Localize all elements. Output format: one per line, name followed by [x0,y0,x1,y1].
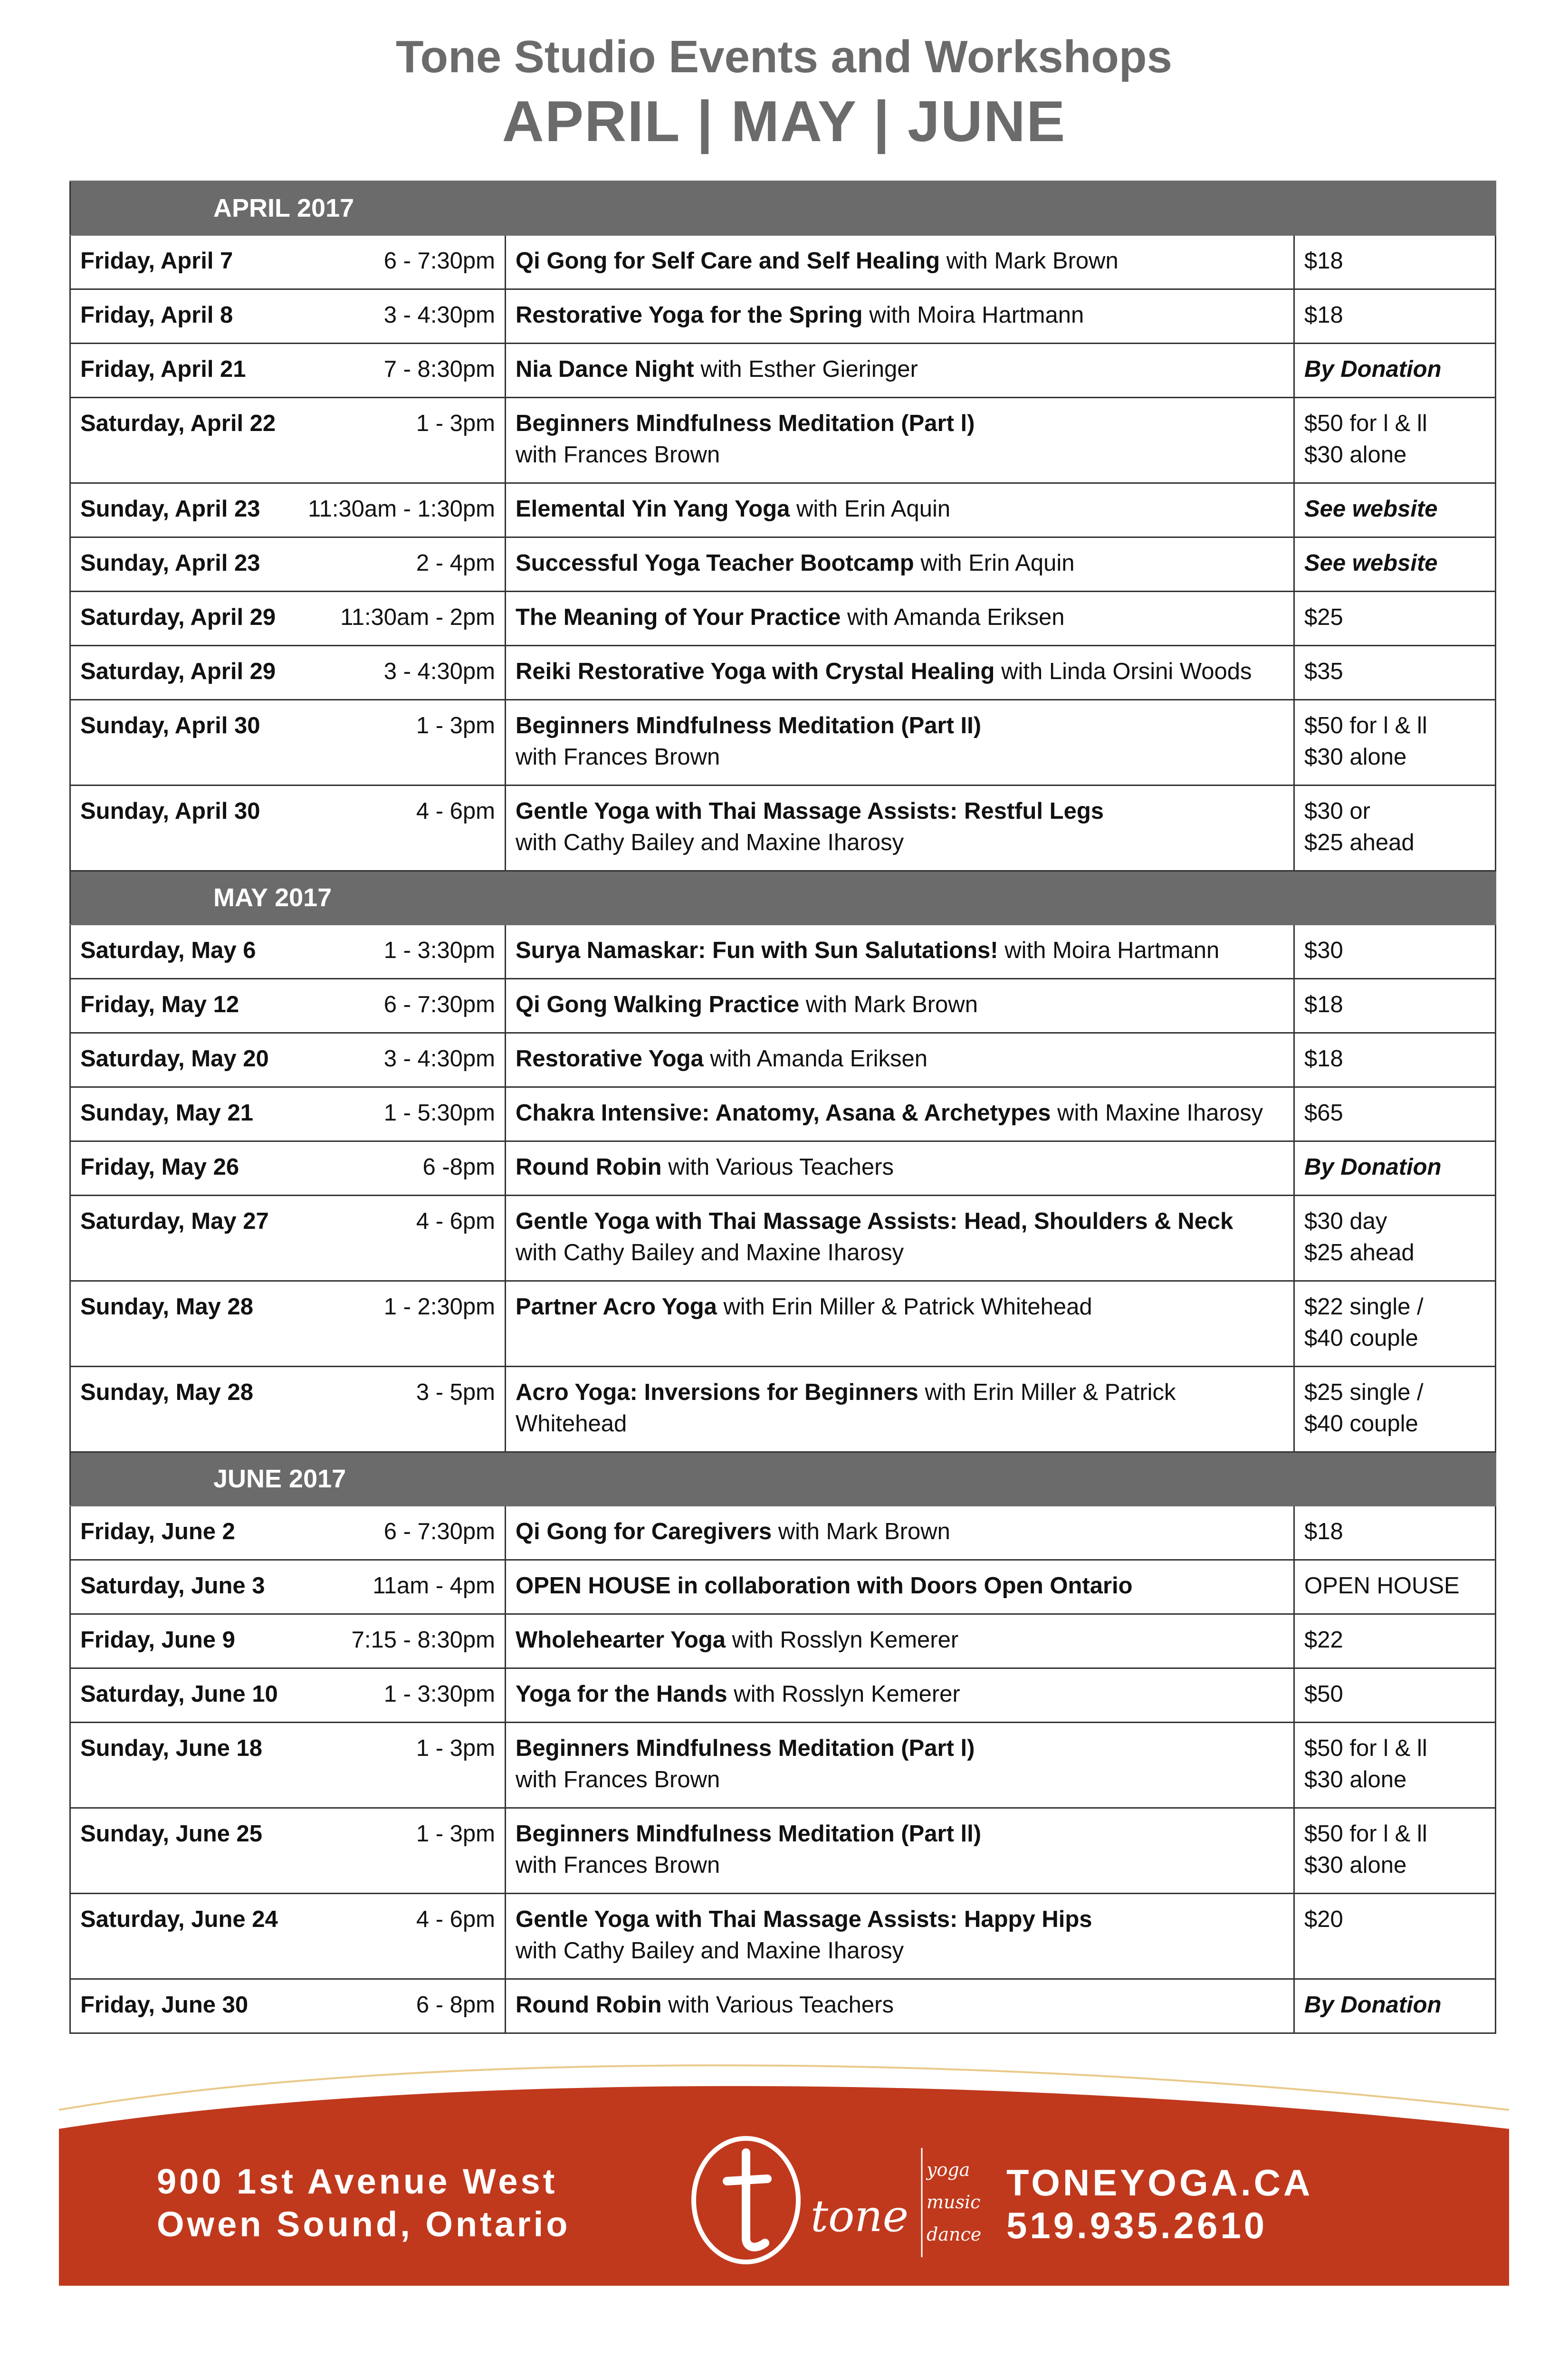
event-description-cell [506,786,1294,871]
event-title: Restorative Yoga for the Spring [516,302,863,328]
event-datetime [80,795,495,827]
event-row [70,344,1496,398]
event-title: Elemental Yin Yang Yoga [516,496,790,522]
event-description-cell [506,483,1294,537]
event-title: Qi Gong Walking Practice [516,992,800,1017]
event-time: 2 - 4pm [416,550,495,576]
event-time: 7 - 8:30pm [383,356,495,382]
month-header-row [70,182,1496,235]
event-row [70,1560,1496,1614]
event-datetime-cell [70,1723,506,1808]
event-datetime [80,1989,495,2021]
event-day: Friday, May 26 [80,1154,239,1180]
event-datetime-cell [70,1367,506,1452]
event-time: 6 - 7:30pm [383,1519,495,1544]
event-day: Saturday, April 29 [80,604,276,630]
address-line-1: 900 1st Avenue West [157,2162,558,2201]
event-price: $30 or $25 ahead [1294,786,1496,871]
event-line-1 [516,1097,1284,1129]
event-row [70,1894,1496,1979]
address-line-2: Owen Sound, Ontario [157,2204,571,2244]
event-title: Gentle Yoga with Thai Massage Assists: Happy Hips [516,1907,1092,1932]
event-line-1 [516,493,1284,525]
event-price: By Donation [1294,1979,1496,2033]
event-day: Friday, April 21 [80,356,246,382]
event-time: 3 - 4:30pm [383,659,495,684]
event-datetime-cell [70,925,506,979]
event-price: $50 for l & ll $30 alone [1294,1723,1496,1808]
event-time: 6 - 7:30pm [383,992,495,1017]
event-time: 3 - 4:30pm [383,302,495,328]
event-row [70,1367,1496,1452]
event-row [70,398,1496,483]
event-row [70,786,1496,871]
event-row [70,289,1496,344]
event-description-cell [506,979,1294,1033]
event-price: $25 [1294,592,1496,646]
event-line-1 [516,299,1284,331]
event-datetime-cell [70,398,506,483]
event-instructor-line: with Frances Brown [516,442,720,468]
event-instructor-line: with Frances Brown [516,744,720,770]
event-row [70,700,1496,786]
event-row [70,646,1496,700]
event-time: 1 - 3pm [416,1821,495,1847]
event-datetime [80,935,495,966]
event-line-1 [516,1516,1284,1547]
event-day: Saturday, June 10 [80,1681,278,1707]
event-time: 4 - 6pm [416,1907,495,1932]
event-datetime [80,354,495,385]
event-price: OPEN HOUSE [1294,1560,1496,1614]
event-row [70,1979,1496,2033]
event-datetime-cell [70,1196,506,1281]
event-datetime-cell [70,235,506,289]
event-time: 4 - 6pm [416,1208,495,1234]
event-instructor-line: with Cathy Bailey and Maxine Iharosy [516,830,904,855]
event-title: Beginners Mindfulness Meditation (Part ll) [516,1821,982,1847]
event-day: Sunday, May 28 [80,1380,254,1405]
event-datetime [80,989,495,1020]
event-row [70,925,1496,979]
event-title: Yoga for the Hands [516,1681,727,1707]
event-instructor: with Moira Hartmann [998,938,1220,963]
event-day: Sunday, April 30 [80,713,260,738]
event-title: Gentle Yoga with Thai Massage Assists: Head, Shoulders & Neck [516,1208,1233,1234]
tagline-yoga: yoga [927,2159,970,2180]
month-label: JUNE 2017 [70,1452,506,1506]
event-row [70,1723,1496,1808]
event-datetime-cell [70,1281,506,1367]
event-price: $50 for l & ll $30 alone [1294,700,1496,786]
event-datetime [80,710,495,741]
event-time: 1 - 3pm [416,713,495,738]
event-line-1 [516,1904,1284,1935]
event-time: 3 - 4:30pm [383,1046,495,1072]
event-datetime [80,1097,495,1129]
event-day: Saturday, April 22 [80,411,276,436]
event-time: 1 - 2:30pm [383,1294,495,1320]
event-instructor: with Moira Hartmann [862,302,1084,328]
event-day: Friday, June 30 [80,1992,249,2018]
event-description-cell [506,289,1294,344]
month-header-blank [506,1452,1294,1506]
event-datetime-cell [70,1808,506,1894]
event-title: Beginners Mindfulness Meditation (Part II) [516,713,982,738]
event-datetime [80,299,495,331]
event-line-1 [516,989,1284,1020]
event-description-cell [506,1141,1294,1196]
event-day: Sunday, April 23 [80,496,260,522]
event-line-1 [516,1291,1284,1322]
event-line-1 [516,602,1284,633]
event-time: 7:15 - 8:30pm [351,1627,495,1653]
event-row [70,1141,1496,1196]
event-description-cell [506,1808,1294,1894]
event-datetime [80,1206,495,1237]
event-price: $30 day $25 ahead [1294,1196,1496,1281]
event-instructor-line: with Cathy Bailey and Maxine Iharosy [516,1240,904,1265]
event-time: 6 - 8pm [416,1992,495,2018]
event-line-1 [516,1377,1284,1439]
event-day: Friday, June 2 [80,1519,235,1544]
month-header-row [70,871,1496,925]
event-time: 1 - 3pm [416,411,495,436]
event-line-1 [516,1989,1284,2021]
month-label: APRIL 2017 [70,182,506,235]
event-datetime-cell [70,289,506,344]
event-row [70,1614,1496,1668]
event-price: $18 [1294,1033,1496,1087]
event-datetime [80,1904,495,1935]
event-day: Sunday, April 23 [80,550,260,576]
event-line-1 [516,245,1284,277]
event-time: 1 - 3pm [416,1735,495,1761]
event-title: Nia Dance Night [516,356,694,382]
event-row [70,1506,1496,1560]
event-row [70,1196,1496,1281]
event-instructor: with Various Teachers [661,1154,894,1180]
event-title: Beginners Mindfulness Meditation (Part l) [516,411,975,436]
event-line-1 [516,1206,1284,1237]
event-price: $22 [1294,1614,1496,1668]
event-datetime [80,1291,495,1322]
event-title: The Meaning of Your Practice [516,604,841,630]
event-title: Reiki Restorative Yoga with Crystal Healing [516,659,995,684]
event-description-cell [506,1979,1294,2033]
event-time: 11am - 4pm [373,1573,495,1599]
event-day: Friday, April 7 [80,248,233,274]
event-price: $25 single / $40 couple [1294,1367,1496,1452]
month-header-blank [1294,1452,1496,1506]
event-instructor: with Linda Orsini Woods [994,659,1252,684]
event-description-cell [506,1668,1294,1723]
page-header [0,29,1568,157]
event-datetime-cell [70,1141,506,1196]
event-price: $18 [1294,979,1496,1033]
event-time: 6 -8pm [422,1154,495,1180]
event-line-1 [516,1733,1284,1764]
event-description-cell [506,1367,1294,1452]
event-row [70,537,1496,592]
event-price: $22 single / $40 couple [1294,1281,1496,1367]
event-time: 1 - 5:30pm [383,1100,495,1126]
event-line-1 [516,795,1284,827]
event-datetime [80,547,495,579]
event-datetime-cell [70,1033,506,1087]
month-header-blank [506,871,1294,925]
event-datetime-cell [70,1668,506,1723]
event-price: $50 for l & ll $30 alone [1294,1808,1496,1894]
event-description-cell [506,1033,1294,1087]
event-line-1 [516,354,1284,385]
event-description-cell [506,344,1294,398]
event-day: Saturday, June 24 [80,1907,278,1932]
event-datetime [80,1377,495,1408]
event-price: By Donation [1294,1141,1496,1196]
website-link[interactable]: TONEYOGA.CA [1006,2162,1313,2204]
event-line-1 [516,547,1284,579]
month-header-blank [506,182,1294,235]
event-description-cell [506,700,1294,786]
event-title: Round Robin [516,1992,662,2018]
event-title: Wholehearter Yoga [516,1627,726,1653]
event-instructor: with Various Teachers [661,1992,894,2018]
event-row [70,1281,1496,1367]
event-price: $35 [1294,646,1496,700]
month-header-blank [1294,182,1496,235]
event-datetime [80,602,495,633]
event-description-cell [506,925,1294,979]
event-description-cell [506,1196,1294,1281]
tagline-dance: dance [927,2224,982,2245]
event-row [70,1808,1496,1894]
event-time: 1 - 3:30pm [383,1681,495,1707]
event-description-cell [506,398,1294,483]
event-datetime-cell [70,1614,506,1668]
brand-name: tone [811,2191,909,2242]
event-row [70,483,1496,537]
event-datetime-cell [70,786,506,871]
event-time: 11:30am - 2pm [340,604,495,630]
event-row [70,592,1496,646]
event-title: Successful Yoga Teacher Bootcamp [516,550,914,576]
event-row [70,1087,1496,1141]
event-description-cell [506,592,1294,646]
event-description-cell [506,1614,1294,1668]
event-datetime [80,245,495,277]
event-price: $18 [1294,289,1496,344]
event-row [70,1668,1496,1723]
event-line-1 [516,1818,1284,1849]
event-description-cell [506,1560,1294,1614]
event-datetime-cell [70,1087,506,1141]
event-title: OPEN HOUSE in collaboration with Doors Open Ontario [516,1573,1133,1599]
event-datetime-cell [70,646,506,700]
event-description-cell [506,646,1294,700]
event-description-cell [506,537,1294,592]
event-instructor: with Mark Brown [799,992,978,1017]
event-row [70,235,1496,289]
event-price: $20 [1294,1894,1496,1979]
event-price: $30 [1294,925,1496,979]
event-day: Sunday, May 21 [80,1100,254,1126]
event-instructor: with Rosslyn Kemerer [727,1681,960,1707]
event-day: Saturday, May 27 [80,1208,269,1234]
event-line-1 [516,1151,1284,1183]
event-instructor: with Mark Brown [772,1519,950,1544]
event-instructor: with Rosslyn Kemerer [726,1627,959,1653]
event-day: Friday, May 12 [80,992,239,1017]
event-datetime [80,1624,495,1656]
event-title: Acro Yoga: Inversions for Beginners [516,1380,918,1405]
event-title: Round Robin [516,1154,662,1180]
event-title: Chakra Intensive: Anatomy, Asana & Archetypes [516,1100,1051,1126]
event-datetime [80,1043,495,1074]
event-description-cell [506,1087,1294,1141]
event-instructor: with Maxine Iharosy [1051,1100,1263,1126]
event-line-1 [516,408,1284,439]
event-instructor-line: with Cathy Bailey and Maxine Iharosy [516,1938,904,1964]
event-title: Qi Gong for Self Care and Self Healing [516,248,940,274]
event-instructor: with Erin Aquin [790,496,951,522]
events-table [69,181,1496,2034]
event-price: See website [1294,483,1496,537]
event-day: Saturday, April 29 [80,659,276,684]
event-datetime-cell [70,344,506,398]
event-day: Sunday, June 25 [80,1821,263,1847]
event-description-cell [506,1281,1294,1367]
event-datetime [80,1818,495,1849]
event-datetime [80,1678,495,1710]
event-datetime-cell [70,483,506,537]
event-datetime-cell [70,1894,506,1979]
event-description-cell [506,1894,1294,1979]
event-instructor: with Esther Gieringer [694,356,918,382]
event-title: Gentle Yoga with Thai Massage Assists: Restful Legs [516,798,1104,824]
event-day: Sunday, April 30 [80,798,260,824]
month-label: MAY 2017 [70,871,506,925]
event-description-cell [506,1723,1294,1808]
event-datetime [80,1733,495,1764]
month-header-blank [1294,871,1496,925]
event-description-cell [506,235,1294,289]
event-day: Saturday, May 20 [80,1046,269,1072]
event-datetime-cell [70,1506,506,1560]
event-datetime-cell [70,979,506,1033]
event-time: 1 - 3:30pm [383,938,495,963]
phone-number: 519.935.2610 [1006,2204,1268,2246]
event-time: 4 - 6pm [416,798,495,824]
event-line-1 [516,1624,1284,1656]
event-datetime-cell [70,537,506,592]
event-instructor: with Mark Brown [940,248,1119,274]
event-day: Sunday, June 18 [80,1735,263,1761]
tagline-music: music [927,2192,981,2213]
page-title: Tone Studio Events and Workshops [396,31,1172,82]
event-instructor: with Amanda Eriksen [703,1046,927,1072]
event-line-1 [516,1043,1284,1074]
event-datetime-cell [70,1979,506,2033]
event-price: $65 [1294,1087,1496,1141]
event-instructor: with Erin Miller & Patrick Whitehead [516,1380,1176,1437]
event-day: Saturday, June 3 [80,1573,265,1599]
event-price: See website [1294,537,1496,592]
event-day: Sunday, May 28 [80,1294,254,1320]
event-price: $50 [1294,1668,1496,1723]
event-datetime [80,656,495,687]
event-instructor: with Erin Miller & Patrick Whitehead [717,1294,1092,1320]
event-datetime-cell [70,700,506,786]
event-time: 6 - 7:30pm [383,248,495,274]
event-price: $18 [1294,1506,1496,1560]
page-subtitle: APRIL | MAY | JUNE [502,89,1066,153]
event-title: Partner Acro Yoga [516,1294,717,1320]
event-datetime [80,1516,495,1547]
event-day: Friday, April 8 [80,302,233,328]
event-description-cell [506,1506,1294,1560]
event-row [70,1033,1496,1087]
event-datetime-cell [70,1560,506,1614]
event-title: Surya Namaskar: Fun with Sun Salutations! [516,938,998,963]
event-line-1 [516,1678,1284,1710]
event-datetime [80,408,495,439]
event-line-1 [516,656,1284,687]
event-datetime-cell [70,592,506,646]
event-title: Qi Gong for Caregivers [516,1519,772,1544]
event-time: 11:30am - 1:30pm [307,496,495,522]
event-line-1 [516,935,1284,966]
event-title: Beginners Mindfulness Meditation (Part l) [516,1735,975,1761]
event-title: Restorative Yoga [516,1046,704,1072]
event-time: 3 - 5pm [416,1380,495,1405]
event-price: $18 [1294,235,1496,289]
event-datetime [80,1570,495,1601]
event-instructor-line: with Frances Brown [516,1767,720,1792]
event-day: Saturday, May 6 [80,938,256,963]
event-row [70,979,1496,1033]
event-line-1 [516,710,1284,741]
event-line-1 [516,1570,1284,1601]
month-header-row [70,1452,1496,1506]
event-instructor: with Erin Aquin [914,550,1075,576]
event-datetime [80,493,495,525]
event-day: Friday, June 9 [80,1627,235,1653]
event-datetime [80,1151,495,1183]
event-price: By Donation [1294,344,1496,398]
event-price: $50 for l & ll $30 alone [1294,398,1496,483]
event-instructor: with Amanda Eriksen [841,604,1065,630]
event-instructor-line: with Frances Brown [516,1852,720,1878]
